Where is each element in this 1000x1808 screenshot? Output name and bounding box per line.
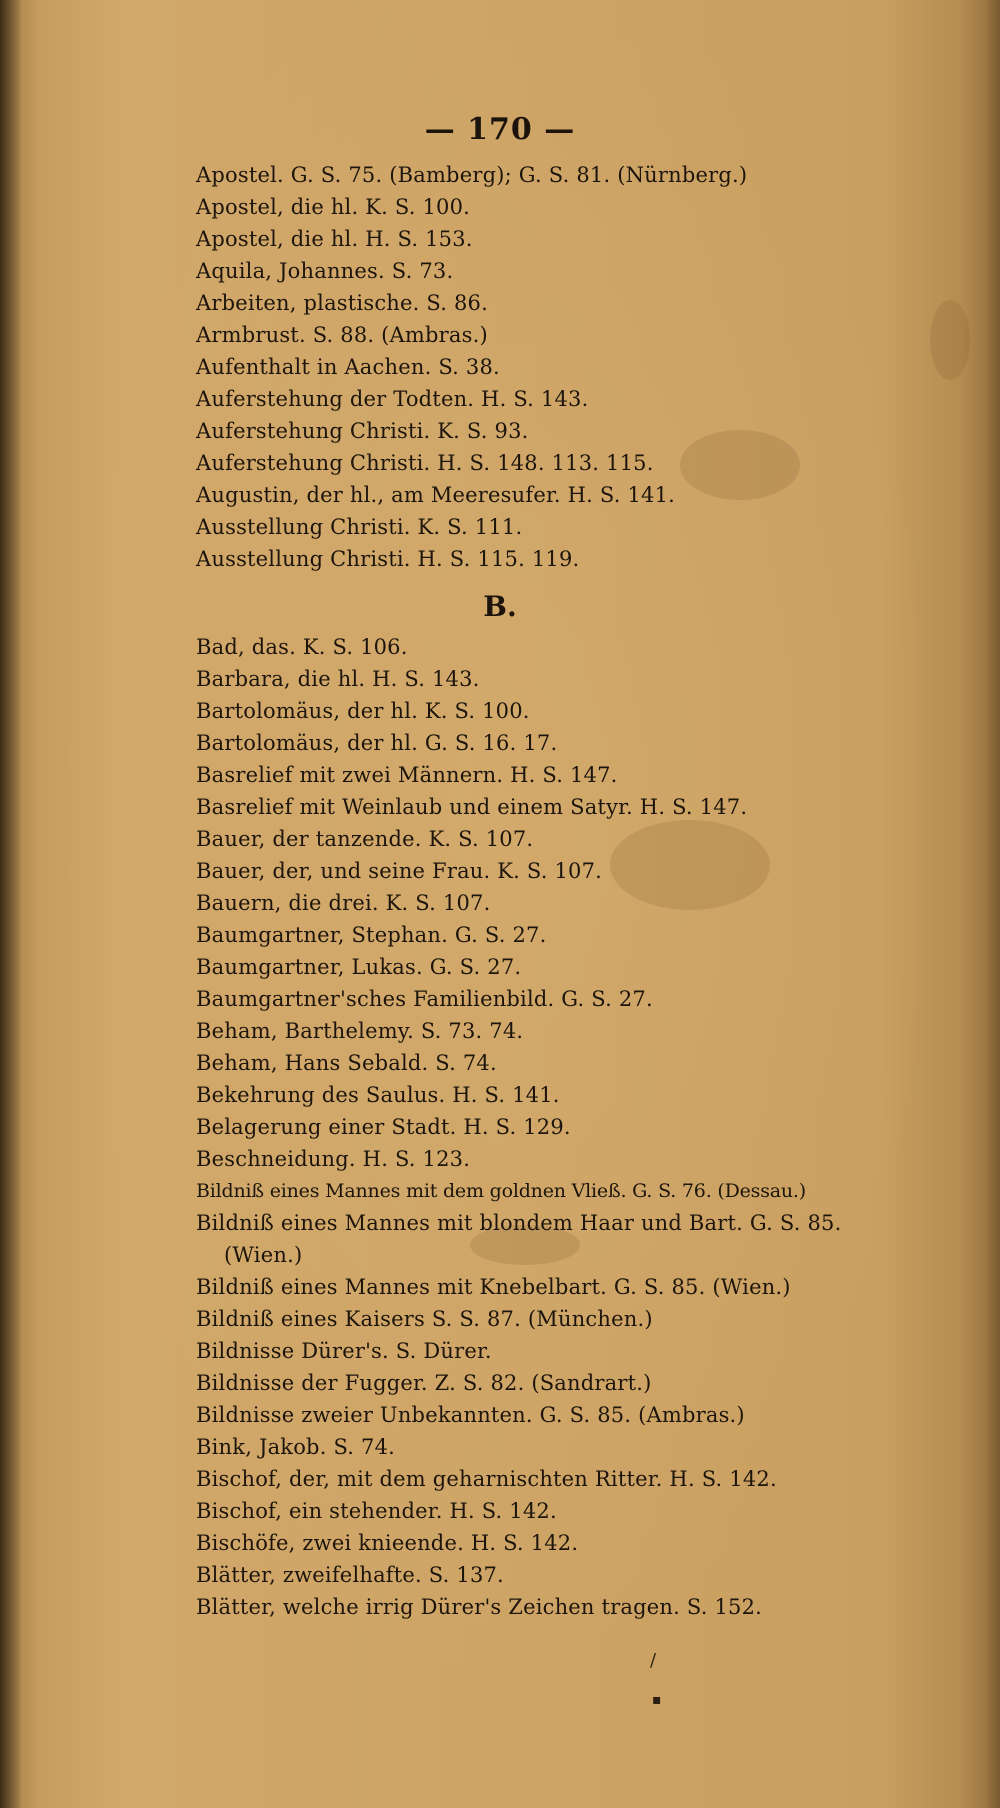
index-entry: Arbeiten, plastische. S. 86. — [196, 291, 488, 315]
index-entry: Beschneidung. H. S. 123. — [196, 1147, 471, 1171]
index-entry: Apostel, die hl. K. S. 100. — [196, 195, 471, 219]
index-entry: Basrelief mit Weinlaub und einem Satyr. H. S. 147. — [196, 795, 748, 819]
index-entry: Bad, das. K. S. 106. — [196, 635, 408, 659]
index-entry: Ausstellung Christi. K. S. 111. — [196, 515, 523, 539]
ink-speck: ▪ — [652, 1692, 662, 1708]
index-entry: Baumgartner, Lukas. G. S. 27. — [196, 955, 522, 979]
index-entry: Armbrust. S. 88. (Ambras.) — [196, 323, 488, 347]
index-entry: Bildniß eines Mannes mit blondem Haar und Bart. G. S. 85. — [196, 1211, 842, 1235]
index-entry-continuation: (Wien.) — [224, 1243, 303, 1267]
paper-stain — [930, 300, 970, 380]
index-entry: Baumgartner, Stephan. G. S. 27. — [196, 923, 547, 947]
index-entry: Augustin, der hl., am Meeresufer. H. S. 141. — [196, 483, 676, 507]
index-entry: Baumgartner'sches Familienbild. G. S. 27. — [196, 987, 653, 1011]
index-entry: Blätter, welche irrig Dürer's Zeichen tragen. S. 152. — [196, 1595, 763, 1619]
index-entry: Bischöfe, zwei knieende. H. S. 142. — [196, 1531, 579, 1555]
index-entry: Bartolomäus, der hl. K. S. 100. — [196, 699, 530, 723]
index-entry: Barbara, die hl. H. S. 143. — [196, 667, 480, 691]
index-entry: Bauern, die drei. K. S. 107. — [196, 891, 491, 915]
index-entry: Bartolomäus, der hl. G. S. 16. 17. — [196, 731, 558, 755]
paper-stain — [680, 430, 800, 500]
index-entry: Auferstehung der Todten. H. S. 143. — [196, 387, 589, 411]
index-entry: Belagerung einer Stadt. H. S. 129. — [196, 1115, 571, 1139]
index-entry: Bildnisse der Fugger. Z. S. 82. (Sandrart.) — [196, 1371, 652, 1395]
index-entry: Bischof, ein stehender. H. S. 142. — [196, 1499, 557, 1523]
index-entry: Beham, Hans Sebald. S. 74. — [196, 1051, 497, 1075]
index-entry: Blätter, zweifelhafte. S. 137. — [196, 1563, 504, 1587]
index-entry: Apostel. G. S. 75. (Bamberg); G. S. 81. (Nürnberg.) — [196, 163, 748, 187]
index-entry: Bekehrung des Saulus. H. S. 141. — [196, 1083, 560, 1107]
page-number: — 170 — — [424, 112, 576, 147]
index-entry: Bildniß eines Kaisers S. S. 87. (München.) — [196, 1307, 653, 1331]
paper-stain — [610, 820, 770, 910]
index-entry: Bink, Jakob. S. 74. — [196, 1435, 396, 1459]
index-entry: Apostel, die hl. H. S. 153. — [196, 227, 473, 251]
section-heading-b: B. — [483, 590, 517, 623]
index-entry: Auferstehung Christi. H. S. 148. 113. 115. — [196, 451, 654, 475]
index-entry: Aufenthalt in Aachen. S. 38. — [196, 355, 500, 379]
index-entry: Beham, Barthelemy. S. 73. 74. — [196, 1019, 524, 1043]
index-entry: Ausstellung Christi. H. S. 115. 119. — [196, 547, 580, 571]
index-entry: Aquila, Johannes. S. 73. — [196, 259, 454, 283]
index-entry: Bauer, der, und seine Frau. K. S. 107. — [196, 859, 603, 883]
index-entry: Bildnisse Dürer's. S. Dürer. — [196, 1339, 492, 1363]
index-entry: Basrelief mit zwei Männern. H. S. 147. — [196, 763, 618, 787]
index-entry: Bauer, der tanzende. K. S. 107. — [196, 827, 534, 851]
index-entry: Bildniß eines Mannes mit dem goldnen Vließ. G. S. 76. (Dessau.) — [196, 1180, 806, 1202]
index-entry: Auferstehung Christi. K. S. 93. — [196, 419, 529, 443]
index-entry: Bischof, der, mit dem geharnischten Ritter. H. S. 142. — [196, 1467, 777, 1491]
index-entry: Bildniß eines Mannes mit Knebelbart. G. S. 85. (Wien.) — [196, 1275, 791, 1299]
index-entry: Bildnisse zweier Unbekannten. G. S. 85. (Ambras.) — [196, 1403, 745, 1427]
ink-speck: / — [650, 1650, 657, 1671]
